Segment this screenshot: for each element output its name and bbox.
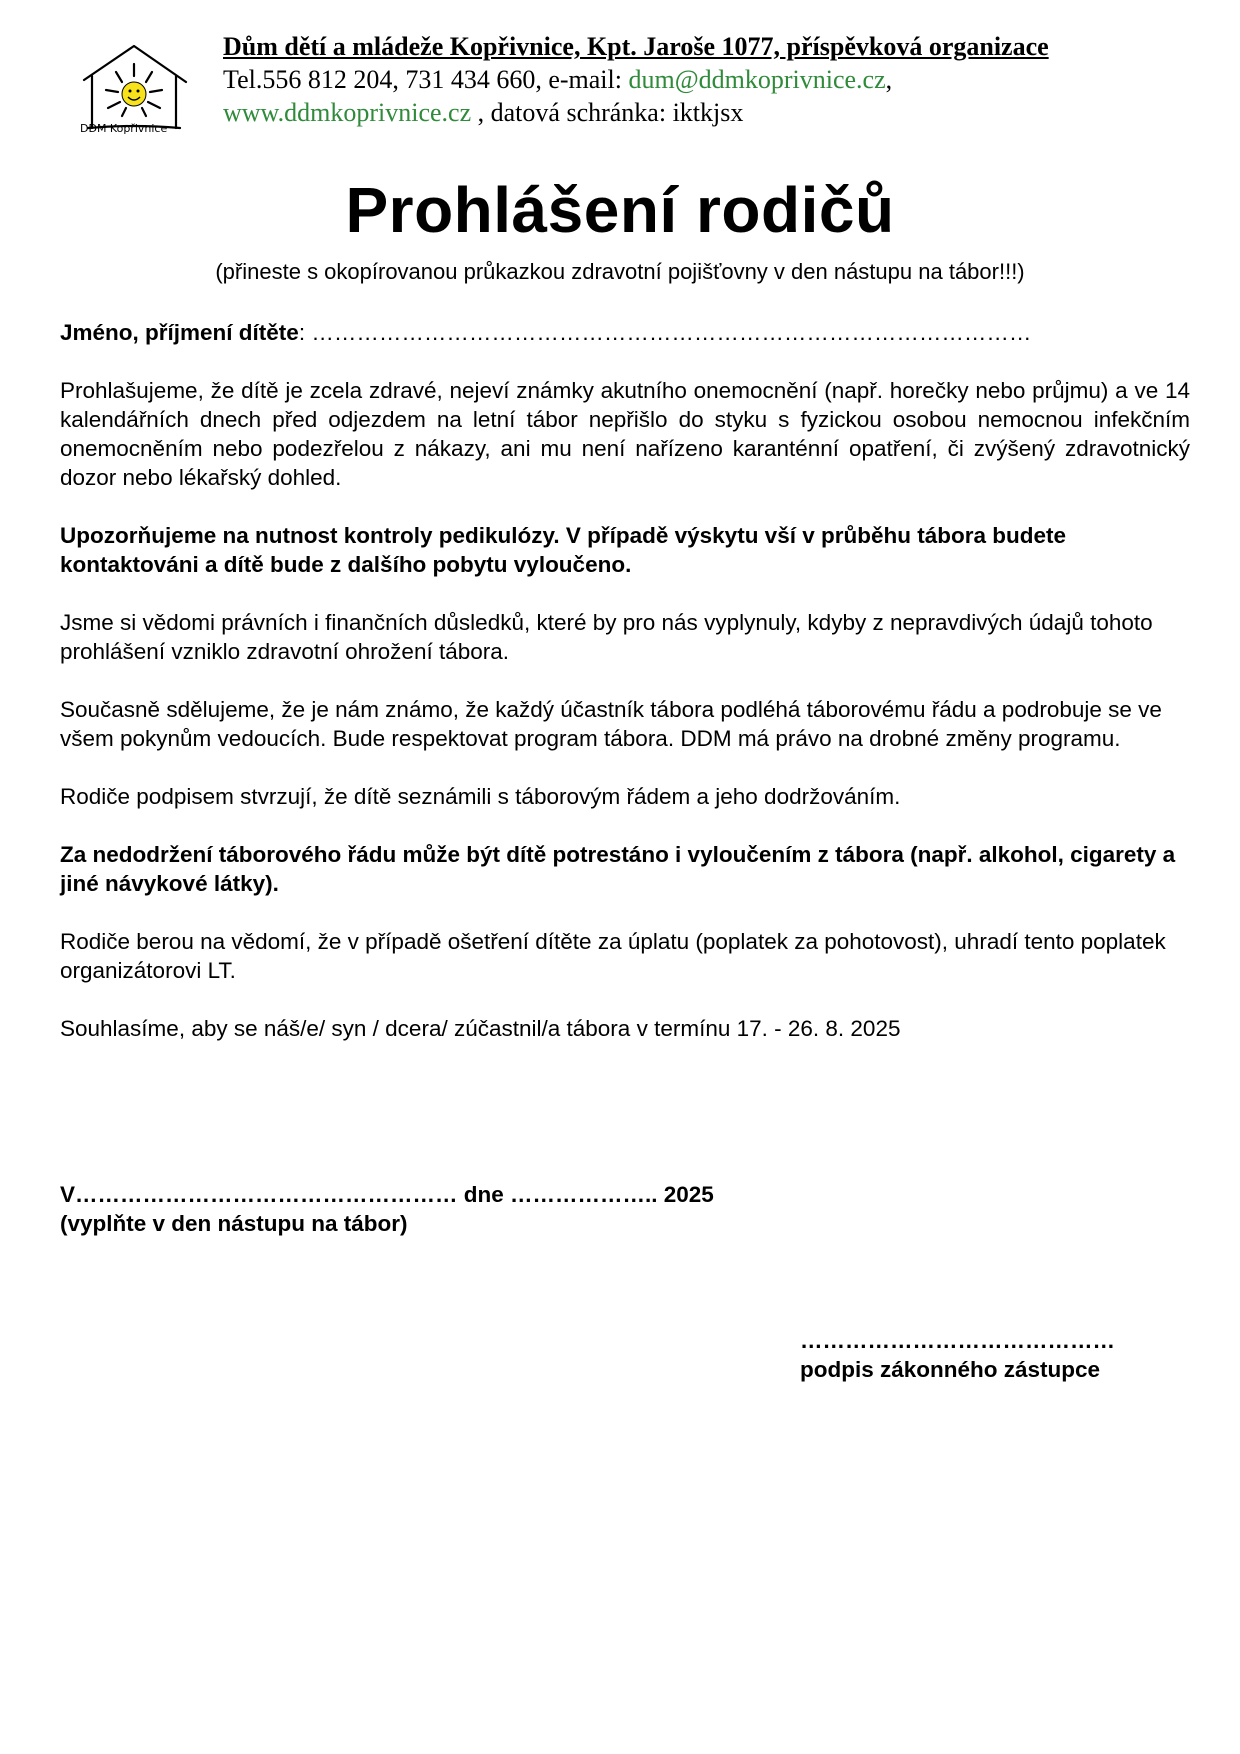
- header: [223, 30, 1223, 129]
- phone-text: Tel.556 812 204, 731 434 660, e-mail:: [223, 65, 629, 94]
- paragraph-rules: Současně sdělujeme, že je nám známo, že každý účastník tábora podléhá táborovému řádu a podrobuje se ve všem pokynům vedoucích. Bude respektovat program tábora. DDM má právo na drobné změny programu.: [60, 697, 1162, 751]
- email-link[interactable]: dum@ddmkoprivnice.cz: [628, 65, 886, 94]
- databox-text: , datová schránka: iktkjsx: [471, 98, 744, 127]
- paragraph-expulsion-warning: Za nedodržení táborového řádu může být dítě potrestáno i vyloučením z tábora (např. alkohol, cigarety a jiné návykové látky).: [60, 842, 1176, 896]
- paragraph-fees: Rodiče berou na vědomí, že v případě ošetření dítěte za úplatu (poplatek za pohotovost), uhradí tento poplatek organizátorovi LT.: [60, 929, 1166, 983]
- signature-label: podpis zákonného zástupce: [800, 1357, 1101, 1382]
- paragraph-liability: Jsme si vědomi právních i finančních důsledků, které by pro nás vyplynuly, kdyby z nepravdivých údajů tohoto prohlášení vzniklo zdravotní ohrožení tábora.: [60, 610, 1153, 664]
- place-date-note: (vyplňte v den nástupu na tábor): [60, 1211, 408, 1236]
- web-line: [223, 96, 1223, 129]
- paragraph-health: Prohlašujeme, že dítě je zcela zdravé, nejeví známky akutního onemocnění (např. horečky nebo průjmu) a ve 14 kalendářních dnech před odjezdem na letní tábor nepřišlo do styku s fyzickou osobou nemocnou infekčním onemocněním nebo podezřelou z nákazy, ani mu není nařízeno karanténní opatření, či zvýšený zdravotnický dozor nebo lékařský dohled.: [60, 378, 1190, 490]
- paragraph-lice-warning: Upozorňujeme na nutnost kontroly pedikulózy. V případě výskytu vší v průběhu tábora budete kontaktováni a dítě bude z dalšího pobytu vyloučeno.: [60, 523, 1066, 577]
- website-link[interactable]: www.ddmkoprivnice.cz: [223, 98, 472, 127]
- document-body: [60, 318, 1190, 1072]
- page-title: Prohlášení rodičů: [345, 174, 895, 246]
- paragraph-confirmation: Rodiče podpisem stvrzují, že dítě seznámili s táborovým řádem a jeho dodržováním.: [60, 784, 901, 809]
- signature-block: [800, 1326, 1115, 1384]
- name-field-blank[interactable]: ……………………………………………………………………………………: [311, 320, 1032, 345]
- page-subtitle: (přineste s okopírovanou průkazkou zdravotní pojišťovny v den nástupu na tábor!!!): [215, 259, 1025, 284]
- name-field: Jméno, příjmení dítěte: ……………………………………………………………………………………: [60, 320, 1032, 345]
- name-field-label: Jméno, příjmení dítěte: [60, 320, 299, 345]
- place-date-block: [60, 1180, 714, 1238]
- place-date-line[interactable]: V…………………………………………… dne ……………….. 2025: [60, 1182, 714, 1207]
- signature-line[interactable]: ……………………………………: [800, 1328, 1115, 1353]
- contact-line: Tel.556 812 204, 731 434 660, e-mail: dum@ddmkoprivnice.cz,: [223, 65, 893, 94]
- org-name: Dům dětí a mládeže Kopřivnice, Kpt. Jaroše 1077, příspěvková organizace: [223, 32, 1049, 61]
- logo-caption: DDM Kopřivnice: [80, 122, 168, 135]
- paragraph-consent: Souhlasíme, aby se náš/e/ syn / dcera/ zúčastnil/a tábora v termínu 17. - 26. 8. 2025: [60, 1016, 901, 1041]
